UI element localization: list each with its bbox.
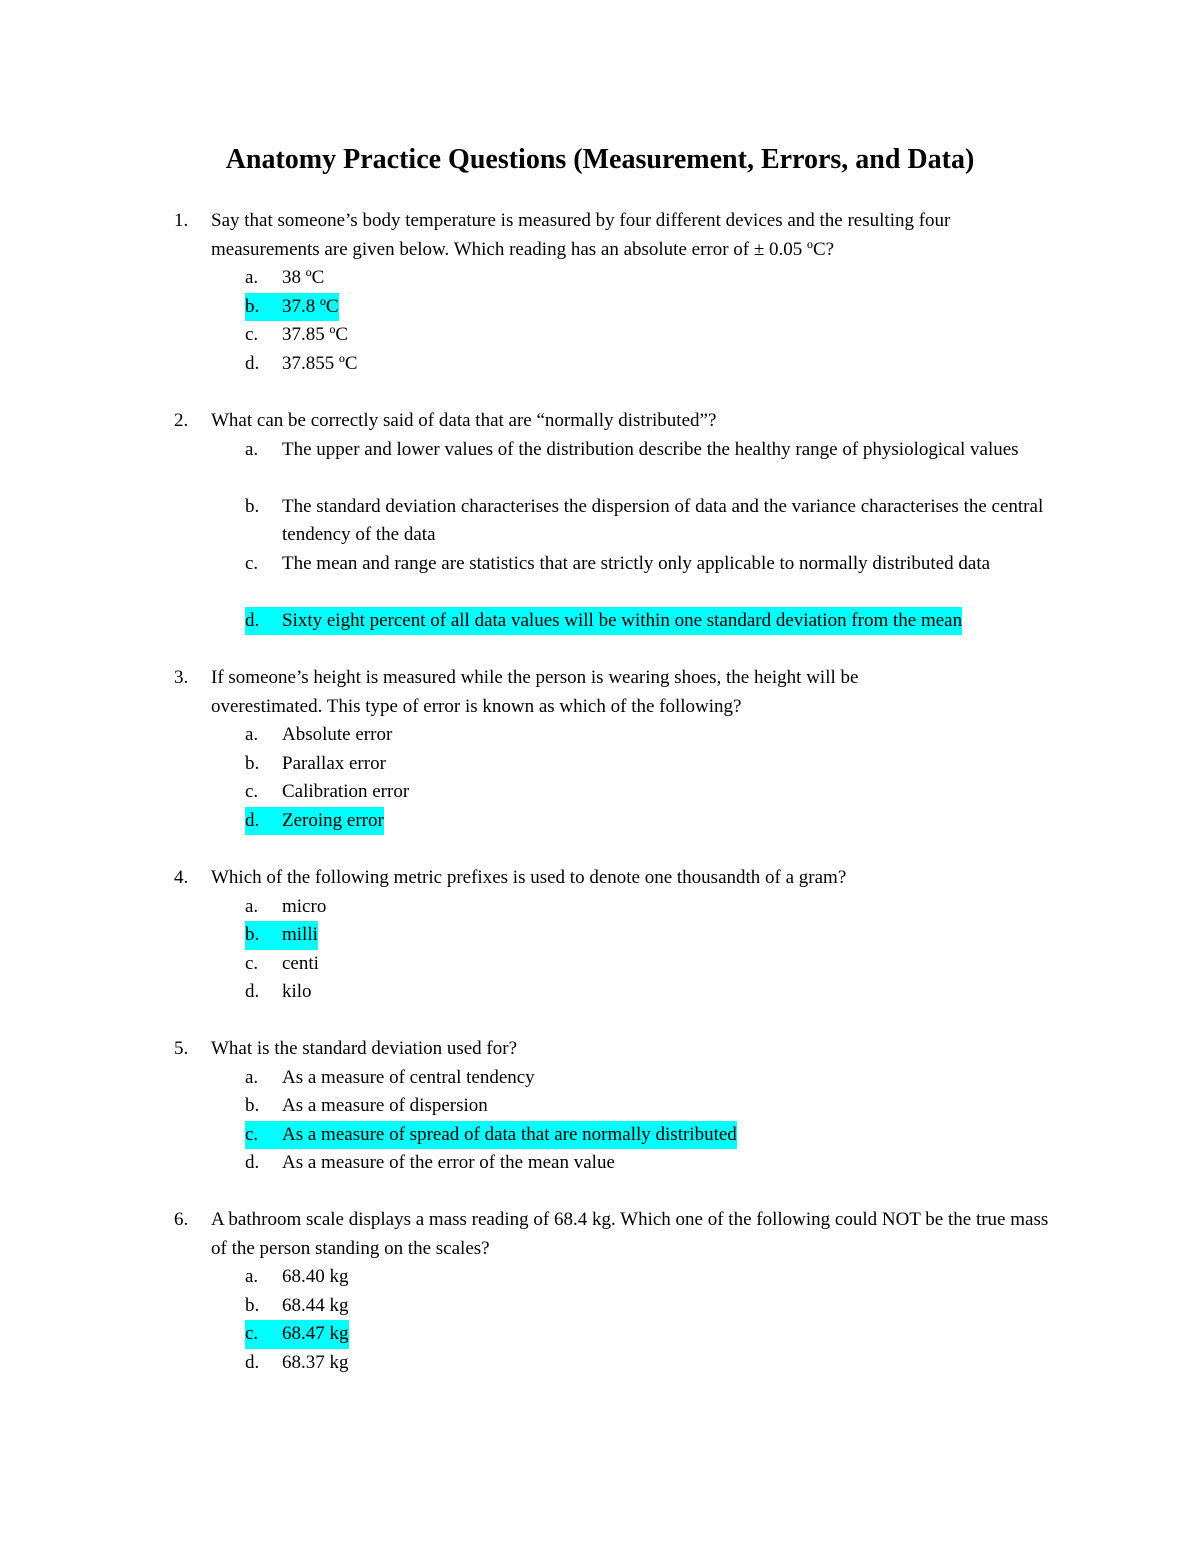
option-text: 68.40 kg <box>282 1266 349 1287</box>
option-text: The mean and range are statistics that are strictly only applicable to normally distributed data <box>282 552 991 574</box>
option-text: Parallax error <box>282 752 386 774</box>
option-letter: a. <box>245 267 259 288</box>
option-letter: c. <box>245 1320 282 1349</box>
option-letter: c. <box>245 1121 282 1150</box>
option-letter: a. <box>245 724 259 745</box>
option-text: 38 ºC <box>282 267 325 288</box>
option-letter: b. <box>245 495 260 517</box>
option-letter: c. <box>245 552 259 574</box>
question-number: 5. <box>174 1038 189 1059</box>
option-text: milli <box>282 921 318 950</box>
option-text: Zeroing error <box>282 807 384 836</box>
option-letter: d. <box>245 1152 260 1173</box>
option-text: Sixty eight percent of all data values will be within one standard deviation from the mean <box>282 607 962 636</box>
option-letter: a. <box>245 895 259 917</box>
option-letter: d. <box>245 807 282 836</box>
option-text: 68.47 kg <box>282 1320 349 1349</box>
option-6c-highlighted <box>245 1320 1075 1349</box>
option-2a <box>245 436 1075 493</box>
question-text: If someone’s height is measured while the person is wearing shoes, the height will be overestimated. This type of error is known as which of the following? <box>211 667 859 717</box>
option-letter: c. <box>245 952 259 974</box>
question-number: 3. <box>174 667 189 688</box>
option-3c <box>245 778 1075 807</box>
page-title: Anatomy Practice Questions (Measurement, Errors, and Data) <box>225 144 975 175</box>
option-5a <box>245 1064 1075 1093</box>
option-5d <box>245 1149 1075 1178</box>
option-5c-highlighted <box>245 1121 1075 1150</box>
question-number: 6. <box>174 1209 189 1230</box>
option-text: 68.37 kg <box>282 1351 349 1373</box>
option-text: micro <box>282 895 327 917</box>
option-letter: a. <box>245 1266 259 1287</box>
option-5b <box>245 1092 1075 1121</box>
option-3b <box>245 750 1075 779</box>
option-text: 37.855 ºC <box>282 352 358 374</box>
option-letter: d. <box>245 352 260 374</box>
option-3d-highlighted <box>245 807 1075 836</box>
option-4c <box>245 950 1075 979</box>
option-letter: a. <box>245 1066 259 1088</box>
option-text: 37.85 ºC <box>282 324 349 345</box>
option-text: kilo <box>282 981 312 1002</box>
question-text: Say that someone’s body temperature is measured by four different devices and the resulting four measurements are given below. Which reading has an absolute error of ± 0.05 ºC? <box>211 210 951 260</box>
option-text: As a measure of dispersion <box>282 1095 488 1116</box>
question-text: What is the standard deviation used for? <box>211 1038 518 1059</box>
option-text: The standard deviation characterises the dispersion of data and the variance characterises the central tendency of the data <box>282 495 1044 545</box>
option-letter: b. <box>245 1095 260 1116</box>
option-2d-highlighted <box>245 607 1075 636</box>
question-text: Which of the following metric prefixes is used to denote one thousandth of a gram? <box>211 867 847 888</box>
option-1a <box>245 264 1075 293</box>
option-letter: d. <box>245 607 282 636</box>
question-number: 4. <box>174 867 189 888</box>
option-letter: c. <box>245 324 259 345</box>
option-4a <box>245 893 1075 922</box>
option-text: The upper and lower values of the distribution describe the healthy range of physiological values <box>282 438 1019 460</box>
option-text: 37.8 ºC <box>282 293 339 322</box>
option-letter: b. <box>245 752 260 774</box>
question-number: 2. <box>174 410 189 431</box>
option-text: centi <box>282 952 319 974</box>
option-2b <box>245 493 1075 550</box>
option-letter: d. <box>245 981 260 1002</box>
option-1d <box>245 350 1075 379</box>
option-1b-highlighted <box>245 293 1075 322</box>
option-6b <box>245 1292 1075 1321</box>
option-letter: b. <box>245 293 282 322</box>
option-6a <box>245 1263 1075 1292</box>
option-letter: b. <box>245 921 282 950</box>
question-text: What can be correctly said of data that are “normally distributed”? <box>211 410 717 431</box>
option-letter: d. <box>245 1351 260 1373</box>
option-letter: a. <box>245 438 259 460</box>
option-4d <box>245 978 1075 1007</box>
option-text: As a measure of central tendency <box>282 1066 535 1088</box>
option-letter: b. <box>245 1294 260 1316</box>
option-2c <box>245 550 1075 607</box>
option-text: Calibration error <box>282 781 410 802</box>
option-text: Absolute error <box>282 724 393 745</box>
option-3a <box>245 721 1075 750</box>
option-text: As a measure of the error of the mean value <box>282 1152 615 1173</box>
option-1c <box>245 321 1075 350</box>
question-number: 1. <box>174 210 189 231</box>
option-text: 68.44 kg <box>282 1294 349 1316</box>
option-text: As a measure of spread of data that are normally distributed <box>282 1121 737 1150</box>
option-letter: c. <box>245 781 259 802</box>
option-6d <box>245 1349 1075 1378</box>
option-4b-highlighted <box>245 921 1075 950</box>
question-text: A bathroom scale displays a mass reading of 68.4 kg. Which one of the following could NOT be the true mass of the person standing on the scales? <box>211 1209 1049 1259</box>
